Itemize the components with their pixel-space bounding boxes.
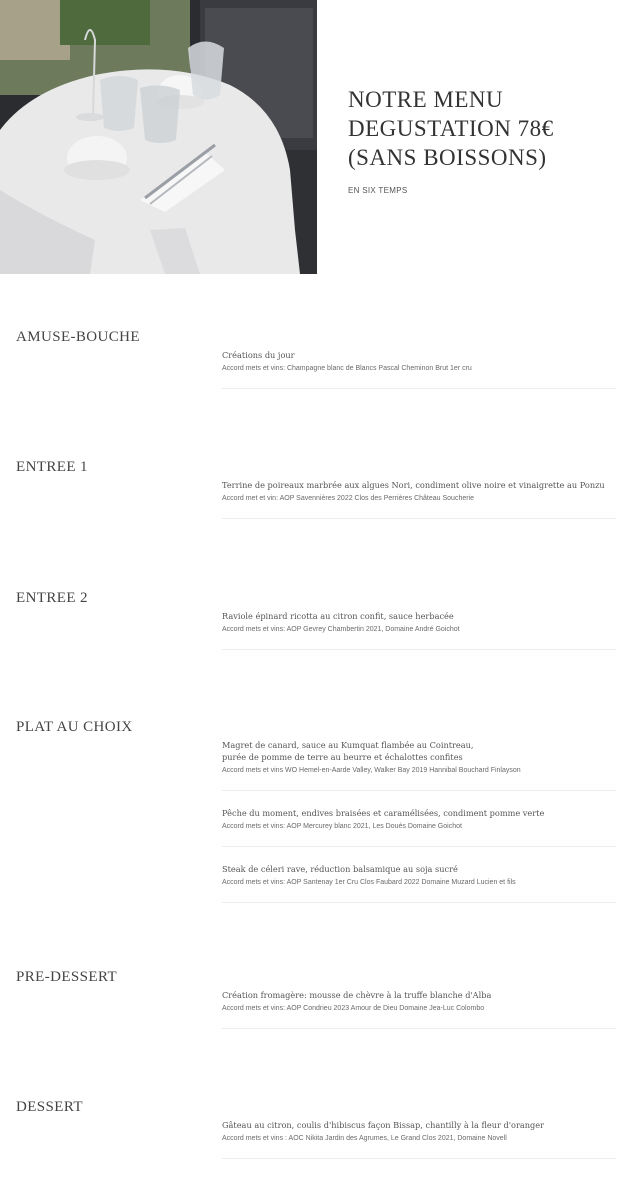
- wine-pairing: Accord met et vin: AOP Savennières 2022 Clos des Perrières Château Soucherie: [222, 495, 475, 502]
- dish-description: Gâteau au citron, coulis d'hibiscus façon Bissap, chantilly à la fleur d'oranger: [222, 1120, 545, 1130]
- menu-item: [222, 610, 616, 650]
- course-title: PRE-DESSERT: [16, 969, 118, 985]
- course-items: [222, 989, 616, 1045]
- menu-title-line: (SANS BOISSONS): [348, 145, 547, 170]
- wine-pairing: Accord mets et vins: AOP Gevrey Chambertin 2021, Domaine André Goichot: [222, 626, 460, 633]
- course-items: [222, 349, 616, 405]
- course-title: DESSERT: [16, 1099, 83, 1115]
- course-title: PLAT AU CHOIX: [16, 719, 133, 735]
- wine-pairing: Accord mets et vins: Champagne blanc de Blancs Pascal Cheminon Brut 1er cru: [222, 365, 472, 372]
- dish-description: Raviole épinard ricotta au citron confit, sauce herbacée: [222, 611, 454, 621]
- menu-title-line: DEGUSTATION 78€: [348, 116, 554, 141]
- course-items: [222, 610, 616, 666]
- course-items: [222, 479, 616, 535]
- course-items: [222, 739, 616, 919]
- dish-description: Steak de céleri rave, réduction balsamique au soja sucré: [222, 864, 458, 874]
- course-title: AMUSE-BOUCHE: [16, 329, 140, 345]
- course-title: ENTREE 2: [16, 590, 88, 606]
- course-title: ENTREE 1: [16, 459, 88, 475]
- dish-description: Créations du jour: [222, 350, 295, 360]
- wine-pairing: Accord mets et vins WO Hemel-en-Aarde Valley, Walker Bay 2019 Hannibal Bouchard Finlayson: [222, 767, 521, 774]
- table-setting-image: [0, 0, 317, 274]
- menu-item: [222, 989, 616, 1029]
- menu-item: [222, 1119, 616, 1159]
- course-items: [222, 1119, 616, 1175]
- dish-description: Terrine de poireaux marbrée aux algues Nori, condiment olive noire et vinaigrette au Ponzu: [222, 480, 605, 490]
- menu-item: [222, 807, 616, 847]
- menu-item: [222, 739, 616, 791]
- menu-item: [222, 349, 616, 389]
- wine-pairing: Accord mets et vins : AOC Nikita Jardin des Agrumes, Le Grand Clos 2021, Domaine Novell: [222, 1135, 507, 1142]
- wine-pairing: Accord mets et vins: AOP Santenay 1er Cru Clos Faubard 2022 Domaine Muzard Lucien et fils: [222, 879, 516, 886]
- hero-text: [348, 85, 628, 195]
- dish-description: Création fromagère: mousse de chèvre à la truffe blanche d'Alba: [222, 990, 492, 1000]
- hero: [0, 0, 640, 274]
- dish-description: Magret de canard, sauce au Kumquat flambée au Cointreau, purée de pomme de terre au beurre et échalottes confites: [222, 740, 474, 762]
- menu-subtitle: EN SIX TEMPS: [348, 186, 408, 195]
- dish-description: Pêche du moment, endives braisées et caramélisées, condiment pomme verte: [222, 808, 545, 818]
- menu-title: [348, 85, 628, 172]
- menu-item: [222, 479, 616, 519]
- wine-pairing: Accord mets et vins: AOP Mercurey blanc 2021, Les Doués Domaine Goichot: [222, 823, 462, 830]
- menu-title-line: NOTRE MENU: [348, 87, 504, 112]
- wine-pairing: Accord mets et vins: AOP Condrieu 2023 Amour de Dieu Domaine Jea-Luc Colombo: [222, 1005, 485, 1012]
- hero-photo: [0, 0, 317, 274]
- menu-item: [222, 863, 616, 903]
